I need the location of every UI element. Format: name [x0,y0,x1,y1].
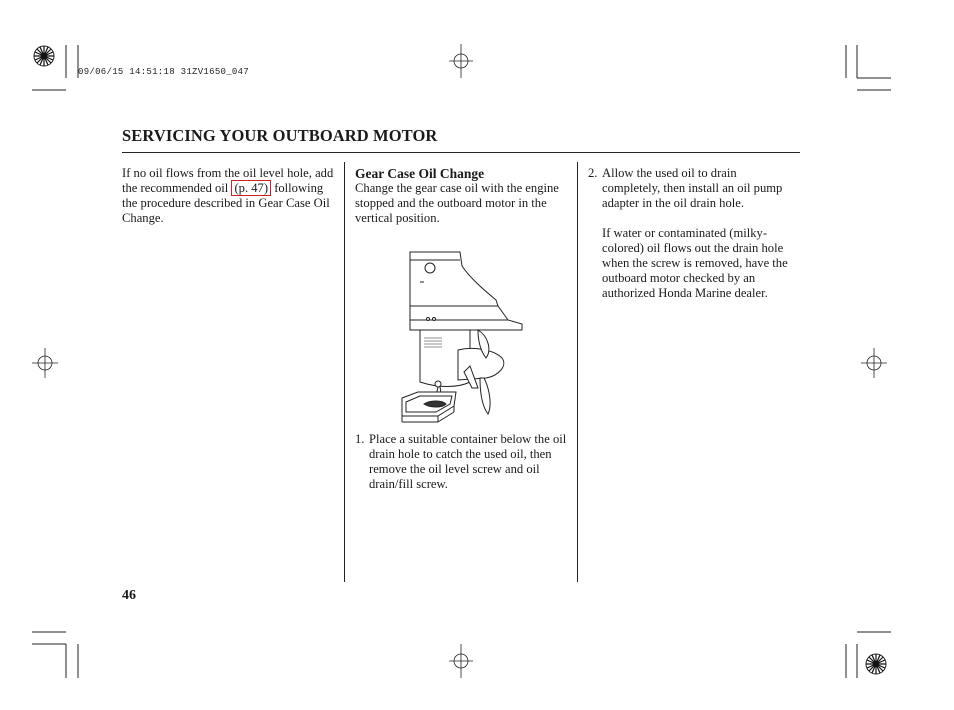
section-title: SERVICING YOUR OUTBOARD MOTOR [122,126,438,145]
registration-crosshair-top [449,44,473,78]
column-3 [588,166,798,301]
subheading-gear-case: Gear Case Oil Change [355,166,485,181]
column-divider-2 [577,162,578,582]
column-1 [122,166,337,226]
page-number: 46 [122,588,136,603]
step-1: 1. Place a suitable container below the oil drain hole to catch the used oil, then remove the oil level screw and oil drain/fill screw. [355,432,567,491]
column-2-steps [355,432,569,492]
page-link-p47[interactable]: (p. 47) [231,180,271,196]
starburst-mark-top-left [34,46,54,66]
print-stamp: 09/06/15 14:51:18 31ZV1650_047 [78,67,250,77]
column-2 [355,166,569,226]
col2-intro: Change the gear case oil with the engine stopped and the outboard motor in the vertical position. [355,181,559,225]
registration-crosshair-left [32,348,58,378]
registration-crosshair-bottom [449,644,473,678]
registration-crosshair-right [861,348,887,378]
outboard-drain-illustration [398,246,528,426]
col3-note: If water or contaminated (milky-colored) oil flows out the drain hole when the screw is removed, have the outboard motor checked by an authorized Honda Marine dealer. [602,226,788,300]
heading-rule [122,152,800,153]
step-2: 2. Allow the used oil to drain completely, then install an oil pump adapter in the oil drain hole. [588,166,783,210]
column-divider-1 [344,162,345,582]
starburst-mark-bottom-right [866,654,886,674]
col1-paragraph: If no oil flows from the oil level hole, add the recommended oil (p. 47) following the procedure described in Gear Case Oil Change. [122,166,334,225]
